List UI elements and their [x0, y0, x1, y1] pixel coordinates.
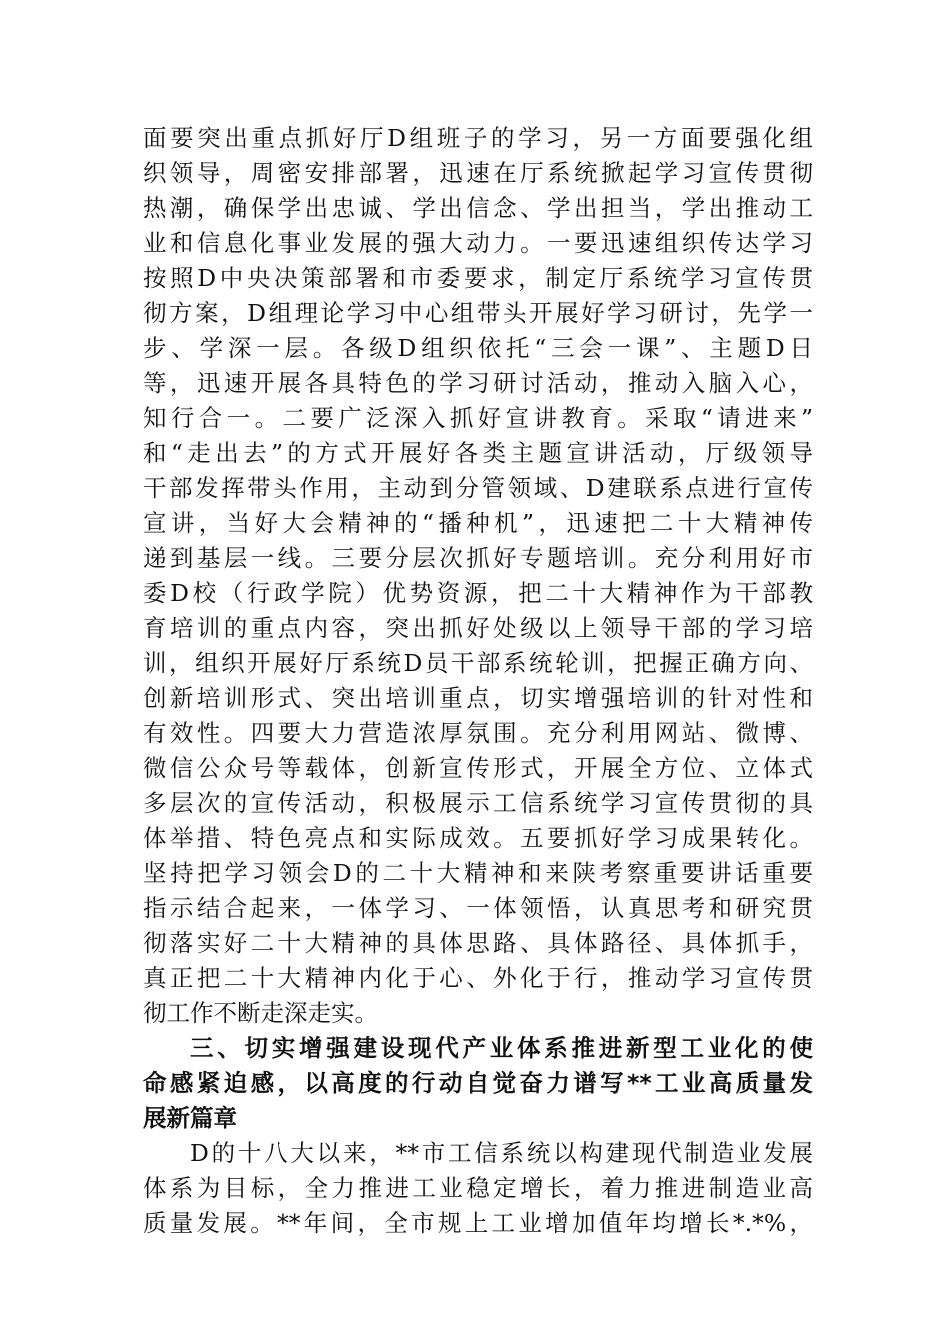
body-text-line: 坚持把学习领会D的二十大精神和来陕考察重要讲话重要 [143, 859, 813, 887]
body-text-line: 步、学深一层。各级D组织依托“三会一课”、主题D日 [143, 334, 813, 362]
body-text-line: 等，迅速开展各具特色的学习研讨活动，推动入脑入心， [143, 369, 813, 397]
body-text-line: 育培训的重点内容，突出抓好处级以上领导干部的学习培 [143, 614, 813, 642]
section-heading-line: 命感紧迫感，以高度的行动自觉奋力谱写**工业高质量发 [143, 1069, 813, 1097]
body-text-line: 知行合一。二要广泛深入抓好宣讲教育。采取“请进来” [143, 404, 813, 432]
body-text-line: 微信公众号等载体，创新宣传形式，开展全方位、立体式 [143, 754, 813, 782]
body-text-line: 真正把二十大精神内化于心、外化于行，推动学习宣传贯 [143, 964, 813, 992]
body-text-line: 干部发挥带头作用，主动到分管领域、D建联系点进行宣传 [143, 474, 813, 502]
body-text-line: 业和信息化事业发展的强大动力。一要迅速组织传达学习 [143, 229, 813, 257]
body-text-line: 委D校（行政学院）优势资源，把二十大精神作为干部教 [143, 579, 813, 607]
body-text-line: 有效性。四要大力营造浓厚氛围。充分利用网站、微博、 [143, 719, 813, 747]
body-text-line: 多层次的宣传活动，积极展示工信系统学习宣传贯彻的具 [143, 789, 813, 817]
body-text-line: 和“走出去”的方式开展好各类主题宣讲活动，厅级领导 [143, 439, 813, 467]
body-text-line: 织领导，周密安排部署，迅速在厅系统掀起学习宣传贯彻 [143, 159, 813, 187]
body-text-line: 指示结合起来，一体学习、一体领悟，认真思考和研究贯 [143, 894, 813, 922]
body-text-line: 宣讲，当好大会精神的“播种机”，迅速把二十大精神传 [143, 509, 813, 537]
body-text-line: 热潮，确保学出忠诚、学出信念、学出担当，学出推动工 [143, 194, 813, 222]
body-text-line: 彻落实好二十大精神的具体思路、具体路径、具体抓手， [143, 929, 813, 957]
section-heading-line: 三、切实增强建设现代产业体系推进新型工业化的使 [190, 1034, 813, 1062]
body-text-line: 彻工作不断走深走实。 [143, 999, 378, 1027]
body-text-line: 按照D中央决策部署和市委要求，制定厅系统学习宣传贯 [143, 264, 813, 292]
body-text-line: 体系为目标，全力推进工业稳定增长，着力推进制造业高 [143, 1174, 813, 1202]
body-text-line: D的十八大以来，**市工信系统以构建现代制造业发展 [190, 1139, 813, 1167]
section-heading-line: 展新篇章 [143, 1104, 237, 1132]
body-text-line: 递到基层一线。三要分层次抓好专题培训。充分利用好市 [143, 544, 813, 572]
body-text-line: 创新培训形式、突出培训重点，切实增强培训的针对性和 [143, 684, 813, 712]
body-text-line: 面要突出重点抓好厅D组班子的学习，另一方面要强化组 [143, 124, 813, 152]
body-text-line: 质量发展。**年间，全市规上工业增加值年均增长*.*%， [143, 1209, 813, 1237]
body-text-line: 训，组织开展好厅系统D员干部系统轮训，把握正确方向、 [143, 649, 813, 677]
body-text-line: 彻方案，D组理论学习中心组带头开展好学习研讨，先学一 [143, 299, 813, 327]
body-text-line: 体举措、特色亮点和实际成效。五要抓好学习成果转化。 [143, 824, 813, 852]
